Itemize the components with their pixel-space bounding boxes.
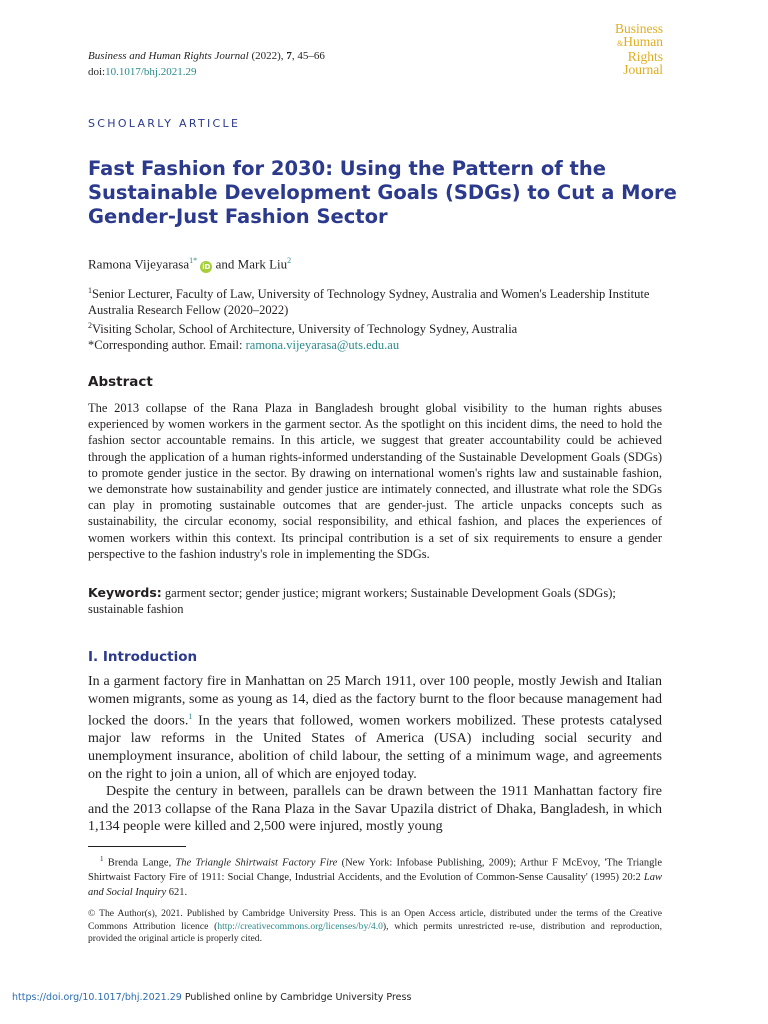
author-line [88, 256, 291, 273]
journal-volume: 7 [286, 50, 292, 62]
journal-name: Business and Human Rights Journal [88, 50, 249, 62]
email-link[interactable]: ramona.vijeyarasa@uts.edu.au [245, 338, 400, 353]
license-text: ), which permits unrestricted re-use, distribution and reproduction, provided the original article is properly cited. [88, 920, 663, 944]
footnote-italic: The Triangle Shirtwaist Factory Fire [175, 857, 338, 869]
abstract-text: The 2013 collapse of the Rana Plaza in Bangladesh brought global visibility to the human rights abuses experienced by women workers in the garment sector. As the spotlight on this incident dims, the need to hold the fashion sector accountable remains. In this article, we suggest that greater accountability could be achieved through the application of a human rights-informed understanding of the Sustainable Development Goals (SDGs) to promote gender justice in the sector. By drawing on international women's rights law and sustainable fashion, we demonstrate how sustainability and gender justice are intimately connected, and illustrate what role the SDGs can play in promoting sustainable outcomes that are gender-just. The article unpacks concepts such as sustainability, the circular economy, social responsibility, and ethical fashion, and places the experiences of women workers within this context. Its principal contribution is a set of six requirements to ensure a gender perspective to the fashion industry's role in implementing the SDGs. [88, 401, 662, 561]
affiliation-2 [88, 318, 688, 337]
affiliation-mark: 1 [88, 286, 92, 295]
paragraph-text: In a garment factory fire in Manhattan on 25 March 1911, over 100 people, mostly Jewish and Italian women migrants, some as young as 14, died as the factory burnt to the floor because management had locked the doors. [88, 674, 662, 729]
footnote-italic: Law and Social Inquiry [88, 872, 662, 898]
logo-line: Business [614, 21, 663, 36]
keywords [88, 585, 662, 617]
doi-prefix: doi: [88, 66, 106, 78]
paragraph-text: In the years that followed, women workers mobilized. These protests catalysed major law reforms in the United States of America (USA) including social security and unemployment insurance, abolition of child labour, the setting of a minimum wage, and agreements on the right to join a union, all of which are enjoyed today. [88, 713, 663, 782]
abstract-heading: Abstract [88, 374, 153, 390]
affiliation-1 [88, 283, 688, 318]
doi-line [88, 64, 325, 80]
logo-word: Human [623, 34, 663, 49]
author-affiliation-mark: 1* [189, 256, 198, 265]
license-notice [88, 908, 662, 946]
author-name: Ramona Vijeyarasa [88, 256, 190, 272]
paragraph [88, 673, 662, 783]
journal-logo [615, 22, 663, 76]
footnote-divider [88, 846, 186, 847]
keywords-text: garment sector; gender justice; migrant workers; Sustainable Development Goals (SDGs); sustainable fashion [88, 586, 616, 616]
journal-pages: , 45–66 [291, 50, 325, 62]
paragraph: Despite the century in between, parallels can be drawn between the 1911 Manhattan factory fire and the 2013 collapse of the Rana Plaza in the Savar Upazila district of Dhaka, Bangladesh, in which 1,134 people were killed and 2,500 were injured, mostly young [88, 784, 662, 835]
footnote-text: Brenda Lange, [103, 857, 176, 869]
section-heading: I. Introduction [88, 649, 198, 665]
affiliation-text: Visiting Scholar, School of Architecture, University of Technology Sydney, Australia [92, 322, 518, 337]
author-affiliation-mark: 2 [287, 256, 292, 265]
logo-line: Rights [627, 49, 663, 64]
affiliation-text: Senior Lecturer, Faculty of Law, University of Technology Sydney, Australia and Women's Leadership Institute Australia Research Fellow (2020–2022) [88, 287, 650, 318]
footnote-text: 621. [166, 886, 188, 898]
doi-link[interactable]: 10.1017/bhj.2021.29 [105, 66, 197, 78]
article-title: Fast Fashion for 2030: Using the Pattern of the Sustainable Development Goals (SDGs) to Cut a More Gender-Just Fashion Sector [88, 157, 677, 228]
corresponding-author [88, 337, 688, 353]
journal-citation [88, 48, 325, 64]
logo-line: Journal [623, 62, 663, 77]
logo-ampersand: & [617, 39, 624, 48]
license-link[interactable]: http://creativecommons.org/licenses/by/4.0 [217, 920, 383, 932]
author-conjunction: and [212, 256, 238, 272]
corresponding-label: *Corresponding author. Email: [88, 338, 246, 353]
affiliation-mark: 2 [88, 321, 92, 331]
footnote-reference[interactable]: 1 [188, 712, 193, 722]
page-footer [12, 992, 411, 1003]
logo-line [615, 35, 663, 50]
journal-year: (2022), [248, 50, 287, 62]
footnote-mark: 1 [100, 855, 104, 863]
orcid-icon[interactable]: iD [202, 263, 211, 272]
author-name: Mark Liu [237, 256, 288, 272]
footnote [88, 852, 662, 900]
keywords-label: Keywords: [88, 585, 162, 600]
license-text: © The Author(s), 2021. Published by Cambridge University Press. This is an Open Access article, distributed under the terms of the Creative Commons Attribution licence ( [88, 908, 662, 932]
journal-reference [88, 48, 325, 80]
affiliations [88, 283, 688, 353]
introduction-body [88, 673, 662, 836]
footnote-text: (New York: Infobase Publishing, 2009); Arthur F McEvoy, 'The Triangle Shirtwaist Factory Fire of 1911: Social Change, Industrial Accidents, and the Evolution of Common-Sense Causality' (1995) 20:2 [88, 857, 662, 883]
footer-published: Published online by Cambridge University Press [181, 992, 412, 1003]
footer-doi-link[interactable]: https://doi.org/10.1017/bhj.2021.29 [12, 992, 182, 1003]
article-type: SCHOLARLY ARTICLE [88, 117, 241, 130]
